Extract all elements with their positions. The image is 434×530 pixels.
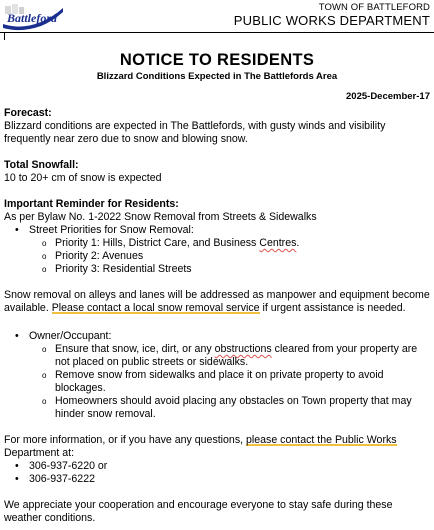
owner-label: Owner/Occupant: [29, 330, 112, 342]
priority-1-text: Priority 1: Hills, District Care, and Business [55, 237, 260, 249]
bylaw-reference: As per Bylaw No. 1-2022 Snow Removal from Streets & Sidewalks [4, 211, 317, 223]
spellcheck-flag[interactable]: obstructions [214, 343, 272, 355]
header-town-name: TOWN OF BATTLEFORD [318, 2, 430, 13]
phone-number-2: 306-937-6222 [29, 473, 95, 485]
alleys-text: Snow removal on alleys and lanes will be addressed as manpower and equipment become available. [4, 289, 430, 314]
list-item [4, 395, 432, 421]
sub-bullet-icon: o [42, 265, 47, 274]
alleys-paragraph [4, 289, 432, 315]
owner-item-2-text: Remove snow from sidewalks and place it on private property to avoid blockages. [55, 369, 384, 394]
sub-bullet-icon: o [42, 371, 47, 380]
owner-item-3-text: Homeowners should avoid placing any obstacles on Town property that may hinder snow removal. [55, 395, 412, 420]
bullet-icon: • [15, 460, 19, 472]
bullet-icon: • [15, 224, 19, 236]
header-divider [0, 32, 434, 33]
phone-number-1: 306-937-6220 or [29, 460, 108, 472]
notice-body [4, 107, 432, 525]
list-item [4, 473, 432, 486]
priority-3-text: Priority 3: Residential Streets [55, 263, 192, 275]
sub-bullet-icon: o [42, 397, 47, 406]
bullet-icon: • [15, 330, 19, 342]
notice-title: NOTICE TO RESIDENTS [119, 51, 315, 69]
list-item [4, 237, 432, 250]
header-department-name: PUBLIC WORKS DEPARTMENT [233, 13, 430, 28]
list-item [4, 330, 432, 343]
snowfall-heading: Total Snowfall: [4, 159, 79, 171]
forecast-text: Blizzard conditions are expected in The Battlefords, with gusty winds and visibility frequently near zero due to snow and blowing snow. [4, 120, 386, 145]
notice-subtitle: Blizzard Conditions Expected in The Battlefords Area [96, 71, 338, 82]
owner-item-1-text: Ensure that snow, ice, dirt, or any [55, 343, 215, 355]
owner-list [4, 330, 432, 421]
bullet-icon: • [15, 473, 19, 485]
owner-item-1-text-end: cleared from your property are not placed on public streets or sidewalks. [55, 343, 418, 368]
list-item [4, 224, 432, 237]
highlighted-text: please contact the Public Works [246, 434, 397, 446]
alleys-text-end: if urgent assistance is needed. [259, 302, 406, 314]
reminder-heading: Important Reminder for Residents: [4, 198, 179, 210]
snowfall-text: 10 to 20+ cm of snow is expected [4, 172, 162, 184]
forecast-heading: Forecast: [4, 107, 52, 119]
list-item [4, 460, 432, 473]
street-priorities-list [4, 224, 432, 276]
sub-bullet-icon: o [42, 239, 47, 248]
list-item [4, 250, 432, 263]
phone-list [4, 460, 432, 486]
closing-paragraph: We appreciate your cooperation and encourage everyone to stay safe during these weather conditions. [4, 499, 393, 524]
sub-bullet-icon: o [42, 345, 47, 354]
contact-text: For more information, or if you have any questions, [4, 434, 247, 446]
list-item [4, 263, 432, 276]
priority-1-period: . [296, 237, 300, 249]
contact-paragraph [4, 434, 432, 460]
spellcheck-flag[interactable]: Centres [259, 237, 297, 249]
sub-bullet-icon: o [42, 252, 47, 261]
list-item [4, 369, 432, 395]
priority-2-text: Priority 2: Avenues [55, 250, 144, 262]
list-item [4, 343, 432, 369]
notice-date: 2025-December-17 [346, 91, 430, 102]
document-header [0, 0, 434, 40]
highlighted-text: Please contact a local snow removal service [51, 302, 260, 314]
text-cursor [4, 33, 5, 40]
contact-text-end: Department at: [4, 447, 75, 459]
town-logo [1, 2, 65, 32]
street-priorities-label: Street Priorities for Snow Removal: [29, 224, 194, 236]
logo-wordmark: Battleford [7, 11, 57, 25]
